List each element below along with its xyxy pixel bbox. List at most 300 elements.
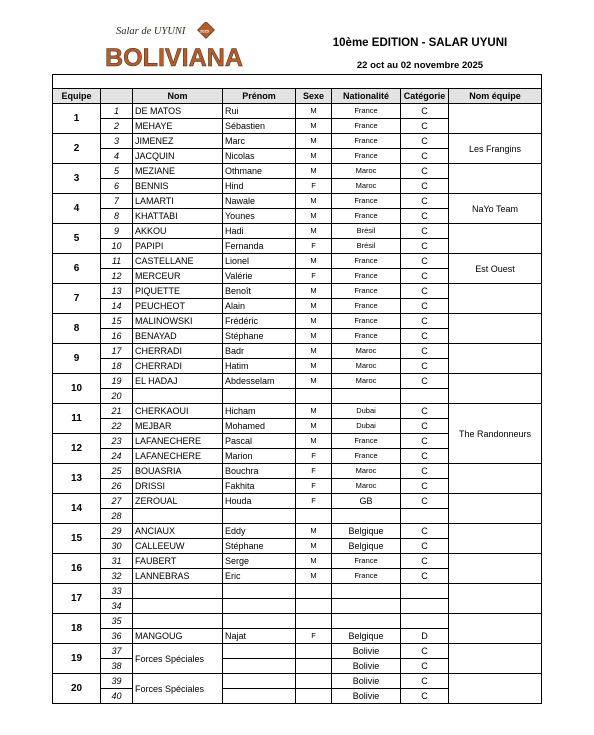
- nationalite-cell: Belgique: [332, 539, 401, 554]
- page-dates: 22 oct au 02 novembre 2025: [356, 60, 484, 71]
- participant-number: 30: [101, 539, 133, 554]
- team-name-cell: [449, 584, 542, 614]
- participant-number: 13: [101, 284, 133, 299]
- team-name-cell: The Randonneurs: [449, 404, 542, 464]
- nom-cell: MEJBAR: [133, 419, 223, 434]
- table-row: [53, 224, 542, 239]
- categorie-cell: C: [401, 344, 449, 359]
- nationalite-cell: Maroc: [332, 359, 401, 374]
- categorie-cell: C: [401, 419, 449, 434]
- prenom-cell: Serge: [223, 554, 296, 569]
- nationalite-cell: Bolivie: [332, 659, 401, 674]
- categorie-cell: C: [401, 239, 449, 254]
- prenom-cell: Stéphane: [223, 329, 296, 344]
- nationalite-cell: France: [332, 134, 401, 149]
- sexe-cell: M: [296, 209, 332, 224]
- sexe-cell: M: [296, 404, 332, 419]
- categorie-cell: C: [401, 284, 449, 299]
- participant-number: 2: [101, 119, 133, 134]
- participant-number: 8: [101, 209, 133, 224]
- sexe-cell: F: [296, 239, 332, 254]
- team-name-cell: [449, 374, 542, 404]
- nationalite-cell: Bolivie: [332, 674, 401, 689]
- prenom-cell: Houda: [223, 494, 296, 509]
- nationalite-cell: France: [332, 569, 401, 584]
- blank-cell: [53, 75, 542, 89]
- sexe-cell: [296, 644, 332, 659]
- categorie-cell: [401, 389, 449, 404]
- categorie-cell: C: [401, 134, 449, 149]
- boliviana-logo: [104, 22, 246, 72]
- participant-number: 26: [101, 479, 133, 494]
- blank-row: [53, 75, 542, 89]
- categorie-cell: C: [401, 479, 449, 494]
- categorie-cell: C: [401, 119, 449, 134]
- categorie-cell: C: [401, 374, 449, 389]
- table-row: [53, 194, 542, 209]
- prenom-cell: [223, 389, 296, 404]
- nationalite-cell: France: [332, 449, 401, 464]
- sexe-cell: [296, 509, 332, 524]
- prenom-cell: Nicolas: [223, 149, 296, 164]
- participant-number: 21: [101, 404, 133, 419]
- participant-number: 4: [101, 149, 133, 164]
- nationalite-cell: [332, 509, 401, 524]
- categorie-cell: C: [401, 269, 449, 284]
- nationalite-cell: [332, 614, 401, 629]
- header-nationalite: Nationalité: [332, 89, 401, 104]
- nationalite-cell: France: [332, 104, 401, 119]
- nom-cell: LAMARTI: [133, 194, 223, 209]
- prenom-cell: Fernanda: [223, 239, 296, 254]
- categorie-cell: C: [401, 524, 449, 539]
- prenom-cell: Marc: [223, 134, 296, 149]
- prenom-cell: Bouchra: [223, 464, 296, 479]
- equipe-cell: 12: [53, 434, 101, 464]
- prenom-cell: Mohamed: [223, 419, 296, 434]
- participant-number: 1: [101, 104, 133, 119]
- categorie-cell: C: [401, 299, 449, 314]
- equipe-cell: 7: [53, 284, 101, 314]
- participant-number: 5: [101, 164, 133, 179]
- table-row: [53, 494, 542, 509]
- nationalite-cell: Brésil: [332, 224, 401, 239]
- nom-cell: CHERRADI: [133, 344, 223, 359]
- nom-cell: CASTELLANE: [133, 254, 223, 269]
- team-name-cell: [449, 464, 542, 494]
- categorie-cell: C: [401, 314, 449, 329]
- equipe-cell: 9: [53, 344, 101, 374]
- categorie-cell: C: [401, 554, 449, 569]
- nationalite-cell: [332, 584, 401, 599]
- categorie-cell: C: [401, 209, 449, 224]
- nationalite-cell: France: [332, 194, 401, 209]
- nom-cell: [133, 389, 223, 404]
- equipe-cell: 16: [53, 554, 101, 584]
- nom-cell: [133, 584, 223, 599]
- nationalite-cell: Bolivie: [332, 689, 401, 704]
- svg-text:Salar de UYUNI: Salar de UYUNI: [116, 26, 186, 37]
- nationalite-cell: Brésil: [332, 239, 401, 254]
- nom-cell: [133, 599, 223, 614]
- nom-cell: [133, 614, 223, 629]
- nationalite-cell: Belgique: [332, 524, 401, 539]
- nom-cell: PIQUETTE: [133, 284, 223, 299]
- sexe-cell: [296, 614, 332, 629]
- table-row: [53, 644, 542, 659]
- nom-cell: CHERRADI: [133, 359, 223, 374]
- nationalite-cell: France: [332, 254, 401, 269]
- svg-text:BOLIVIANA: BOLIVIANA: [105, 44, 243, 72]
- prenom-cell: Abdesselam: [223, 374, 296, 389]
- header-row: [53, 89, 542, 104]
- table-row: [53, 134, 542, 149]
- categorie-cell: D: [401, 629, 449, 644]
- equipe-cell: 4: [53, 194, 101, 224]
- categorie-cell: C: [401, 644, 449, 659]
- sexe-cell: M: [296, 539, 332, 554]
- nom-cell: DRISSI: [133, 479, 223, 494]
- table-row: [53, 554, 542, 569]
- participant-number: 22: [101, 419, 133, 434]
- participant-number: 18: [101, 359, 133, 374]
- prenom-cell: Lionel: [223, 254, 296, 269]
- nom-cell: [133, 509, 223, 524]
- nationalite-cell: Dubai: [332, 419, 401, 434]
- nom-cell: CHERKAOUI: [133, 404, 223, 419]
- sexe-cell: [296, 599, 332, 614]
- sexe-cell: M: [296, 314, 332, 329]
- prenom-cell: Hatim: [223, 359, 296, 374]
- sexe-cell: M: [296, 554, 332, 569]
- sexe-cell: M: [296, 254, 332, 269]
- team-name-cell: Les Frangins: [449, 134, 542, 164]
- sexe-cell: [296, 689, 332, 704]
- categorie-cell: C: [401, 539, 449, 554]
- participant-number: 17: [101, 344, 133, 359]
- team-name-cell: [449, 284, 542, 314]
- equipe-cell: 6: [53, 254, 101, 284]
- team-name-cell: Est Ouest: [449, 254, 542, 284]
- participant-number: 28: [101, 509, 133, 524]
- nationalite-cell: Maroc: [332, 374, 401, 389]
- categorie-cell: [401, 614, 449, 629]
- categorie-cell: C: [401, 434, 449, 449]
- equipe-cell: 15: [53, 524, 101, 554]
- sexe-cell: M: [296, 569, 332, 584]
- sexe-cell: M: [296, 524, 332, 539]
- team-name-cell: [449, 344, 542, 374]
- sexe-cell: M: [296, 134, 332, 149]
- table-row: [53, 614, 542, 629]
- table-row: [53, 464, 542, 479]
- participants-table: [52, 74, 542, 704]
- prenom-cell: [223, 614, 296, 629]
- nom-cell: CALLEEUW: [133, 539, 223, 554]
- nationalite-cell: France: [332, 209, 401, 224]
- sexe-cell: F: [296, 629, 332, 644]
- nom-cell-merged: Forces Spéciales: [133, 674, 223, 704]
- header-nom-equipe: Nom équipe: [449, 89, 542, 104]
- nom-cell: PAPIPI: [133, 239, 223, 254]
- nom-cell: BENNIS: [133, 179, 223, 194]
- sexe-cell: M: [296, 299, 332, 314]
- prenom-cell: [223, 659, 296, 674]
- sexe-cell: M: [296, 149, 332, 164]
- participant-number: 12: [101, 269, 133, 284]
- prenom-cell: Fakhita: [223, 479, 296, 494]
- participant-number: 3: [101, 134, 133, 149]
- team-name-cell: [449, 644, 542, 674]
- nationalite-cell: [332, 389, 401, 404]
- nom-cell: MANGOUG: [133, 629, 223, 644]
- prenom-cell: Badr: [223, 344, 296, 359]
- team-name-cell: [449, 104, 542, 134]
- page-title: 10ème EDITION - SALAR UYUNI: [332, 37, 508, 49]
- prenom-cell: Eddy: [223, 524, 296, 539]
- sexe-cell: M: [296, 104, 332, 119]
- sexe-cell: F: [296, 269, 332, 284]
- nom-cell: PEUCHEOT: [133, 299, 223, 314]
- nom-cell: MERCEUR: [133, 269, 223, 284]
- sexe-cell: [296, 659, 332, 674]
- header-number: [101, 89, 133, 104]
- nom-cell: ZEROUAL: [133, 494, 223, 509]
- nationalite-cell: Maroc: [332, 164, 401, 179]
- table-row: [53, 404, 542, 419]
- equipe-cell: 10: [53, 374, 101, 404]
- categorie-cell: C: [401, 254, 449, 269]
- sexe-cell: M: [296, 119, 332, 134]
- categorie-cell: C: [401, 404, 449, 419]
- nom-cell: LAFANECHERE: [133, 449, 223, 464]
- table-row: [53, 374, 542, 389]
- categorie-cell: C: [401, 194, 449, 209]
- equipe-cell: 3: [53, 164, 101, 194]
- participant-number: 7: [101, 194, 133, 209]
- team-name-cell: [449, 314, 542, 344]
- sexe-cell: F: [296, 179, 332, 194]
- team-name-cell: NaYo Team: [449, 194, 542, 224]
- header-equipe: Equipe: [53, 89, 101, 104]
- table-row: [53, 164, 542, 179]
- equipe-cell: 18: [53, 614, 101, 644]
- nom-cell: ANCIAUX: [133, 524, 223, 539]
- equipe-cell: 11: [53, 404, 101, 434]
- nom-cell: KHATTABI: [133, 209, 223, 224]
- equipe-cell: 2: [53, 134, 101, 164]
- participant-number: 35: [101, 614, 133, 629]
- sexe-cell: M: [296, 284, 332, 299]
- participant-number: 9: [101, 224, 133, 239]
- prenom-cell: Sébastien: [223, 119, 296, 134]
- participant-number: 27: [101, 494, 133, 509]
- nom-cell: FAUBERT: [133, 554, 223, 569]
- nationalite-cell: Belgique: [332, 629, 401, 644]
- header-prenom: Prénom: [223, 89, 296, 104]
- participant-number: 33: [101, 584, 133, 599]
- prenom-cell: Rui: [223, 104, 296, 119]
- nom-cell: MEHAYE: [133, 119, 223, 134]
- equipe-cell: 17: [53, 584, 101, 614]
- categorie-cell: C: [401, 674, 449, 689]
- sexe-cell: M: [296, 194, 332, 209]
- table-row: [53, 344, 542, 359]
- nom-cell: LANNEBRAS: [133, 569, 223, 584]
- participant-number: 15: [101, 314, 133, 329]
- prenom-cell: [223, 509, 296, 524]
- participant-number: 25: [101, 464, 133, 479]
- categorie-cell: C: [401, 689, 449, 704]
- nationalite-cell: Dubai: [332, 404, 401, 419]
- prenom-cell: Marion: [223, 449, 296, 464]
- nationalite-cell: GB: [332, 494, 401, 509]
- team-name-cell: [449, 164, 542, 194]
- nom-cell: DE MATOS: [133, 104, 223, 119]
- categorie-cell: C: [401, 359, 449, 374]
- prenom-cell: Frédéric: [223, 314, 296, 329]
- participant-number: 39: [101, 674, 133, 689]
- participant-number: 24: [101, 449, 133, 464]
- participant-number: 16: [101, 329, 133, 344]
- participant-number: 11: [101, 254, 133, 269]
- prenom-cell: Hicham: [223, 404, 296, 419]
- table-row: [53, 254, 542, 269]
- header-nom: Nom: [133, 89, 223, 104]
- categorie-cell: C: [401, 659, 449, 674]
- sexe-cell: F: [296, 449, 332, 464]
- equipe-cell: 1: [53, 104, 101, 134]
- team-name-cell: [449, 524, 542, 554]
- nom-cell: MALINOWSKI: [133, 314, 223, 329]
- categorie-cell: C: [401, 104, 449, 119]
- sexe-cell: M: [296, 224, 332, 239]
- nom-cell: JIMENEZ: [133, 134, 223, 149]
- participant-number: 31: [101, 554, 133, 569]
- sexe-cell: M: [296, 329, 332, 344]
- team-name-cell: [449, 614, 542, 644]
- prenom-cell: Alain: [223, 299, 296, 314]
- prenom-cell: Nawale: [223, 194, 296, 209]
- nationalite-cell: Maroc: [332, 464, 401, 479]
- prenom-cell: Hind: [223, 179, 296, 194]
- categorie-cell: C: [401, 449, 449, 464]
- prenom-cell: Pascal: [223, 434, 296, 449]
- prenom-cell: [223, 584, 296, 599]
- team-name-cell: [449, 494, 542, 524]
- equipe-cell: 14: [53, 494, 101, 524]
- equipe-cell: 5: [53, 224, 101, 254]
- sexe-cell: F: [296, 464, 332, 479]
- prenom-cell: [223, 674, 296, 689]
- prenom-cell: Eric: [223, 569, 296, 584]
- table-row: [53, 314, 542, 329]
- sexe-cell: [296, 389, 332, 404]
- team-name-cell: [449, 554, 542, 584]
- categorie-cell: C: [401, 149, 449, 164]
- sexe-cell: M: [296, 434, 332, 449]
- categorie-cell: C: [401, 494, 449, 509]
- equipe-cell: 20: [53, 674, 101, 704]
- table-row: [53, 584, 542, 599]
- prenom-cell: [223, 599, 296, 614]
- nationalite-cell: France: [332, 269, 401, 284]
- table-row: [53, 284, 542, 299]
- nationalite-cell: Maroc: [332, 344, 401, 359]
- prenom-cell: Najat: [223, 629, 296, 644]
- nom-cell: BENAYAD: [133, 329, 223, 344]
- categorie-cell: C: [401, 179, 449, 194]
- header-categorie: Catégorie: [401, 89, 449, 104]
- categorie-cell: [401, 584, 449, 599]
- categorie-cell: C: [401, 224, 449, 239]
- prenom-cell: Othmane: [223, 164, 296, 179]
- categorie-cell: [401, 509, 449, 524]
- nom-cell: AKKOU: [133, 224, 223, 239]
- participant-number: 29: [101, 524, 133, 539]
- sexe-cell: M: [296, 419, 332, 434]
- nationalite-cell: Maroc: [332, 179, 401, 194]
- sexe-cell: [296, 674, 332, 689]
- nationalite-cell: France: [332, 284, 401, 299]
- categorie-cell: C: [401, 329, 449, 344]
- participant-number: 32: [101, 569, 133, 584]
- prenom-cell: Benoît: [223, 284, 296, 299]
- sexe-cell: M: [296, 374, 332, 389]
- sexe-cell: F: [296, 494, 332, 509]
- nationalite-cell: France: [332, 149, 401, 164]
- nationalite-cell: Maroc: [332, 479, 401, 494]
- sexe-cell: F: [296, 479, 332, 494]
- categorie-cell: [401, 599, 449, 614]
- nationalite-cell: France: [332, 119, 401, 134]
- sexe-cell: M: [296, 359, 332, 374]
- participant-number: 6: [101, 179, 133, 194]
- table-row: [53, 524, 542, 539]
- prenom-cell: [223, 689, 296, 704]
- categorie-cell: C: [401, 464, 449, 479]
- prenom-cell: Younes: [223, 209, 296, 224]
- participant-number: 19: [101, 374, 133, 389]
- nom-cell: BOUASRIA: [133, 464, 223, 479]
- participant-number: 14: [101, 299, 133, 314]
- svg-text:2025: 2025: [200, 28, 209, 34]
- participant-number: 34: [101, 599, 133, 614]
- table-row: [53, 104, 542, 119]
- prenom-cell: [223, 644, 296, 659]
- equipe-cell: 19: [53, 644, 101, 674]
- participant-number: 23: [101, 434, 133, 449]
- nationalite-cell: France: [332, 299, 401, 314]
- nom-cell: EL HADAJ: [133, 374, 223, 389]
- nom-cell: LAFANECHERE: [133, 434, 223, 449]
- prenom-cell: Valérie: [223, 269, 296, 284]
- sexe-cell: M: [296, 344, 332, 359]
- participant-number: 38: [101, 659, 133, 674]
- nom-cell: JACQUIN: [133, 149, 223, 164]
- table-row: [53, 674, 542, 689]
- equipe-cell: 8: [53, 314, 101, 344]
- nationalite-cell: France: [332, 434, 401, 449]
- participant-number: 10: [101, 239, 133, 254]
- prenom-cell: Hadi: [223, 224, 296, 239]
- nom-cell: MEZIANE: [133, 164, 223, 179]
- nationalite-cell: [332, 599, 401, 614]
- header-sexe: Sexe: [296, 89, 332, 104]
- categorie-cell: C: [401, 164, 449, 179]
- team-name-cell: [449, 224, 542, 254]
- sexe-cell: [296, 584, 332, 599]
